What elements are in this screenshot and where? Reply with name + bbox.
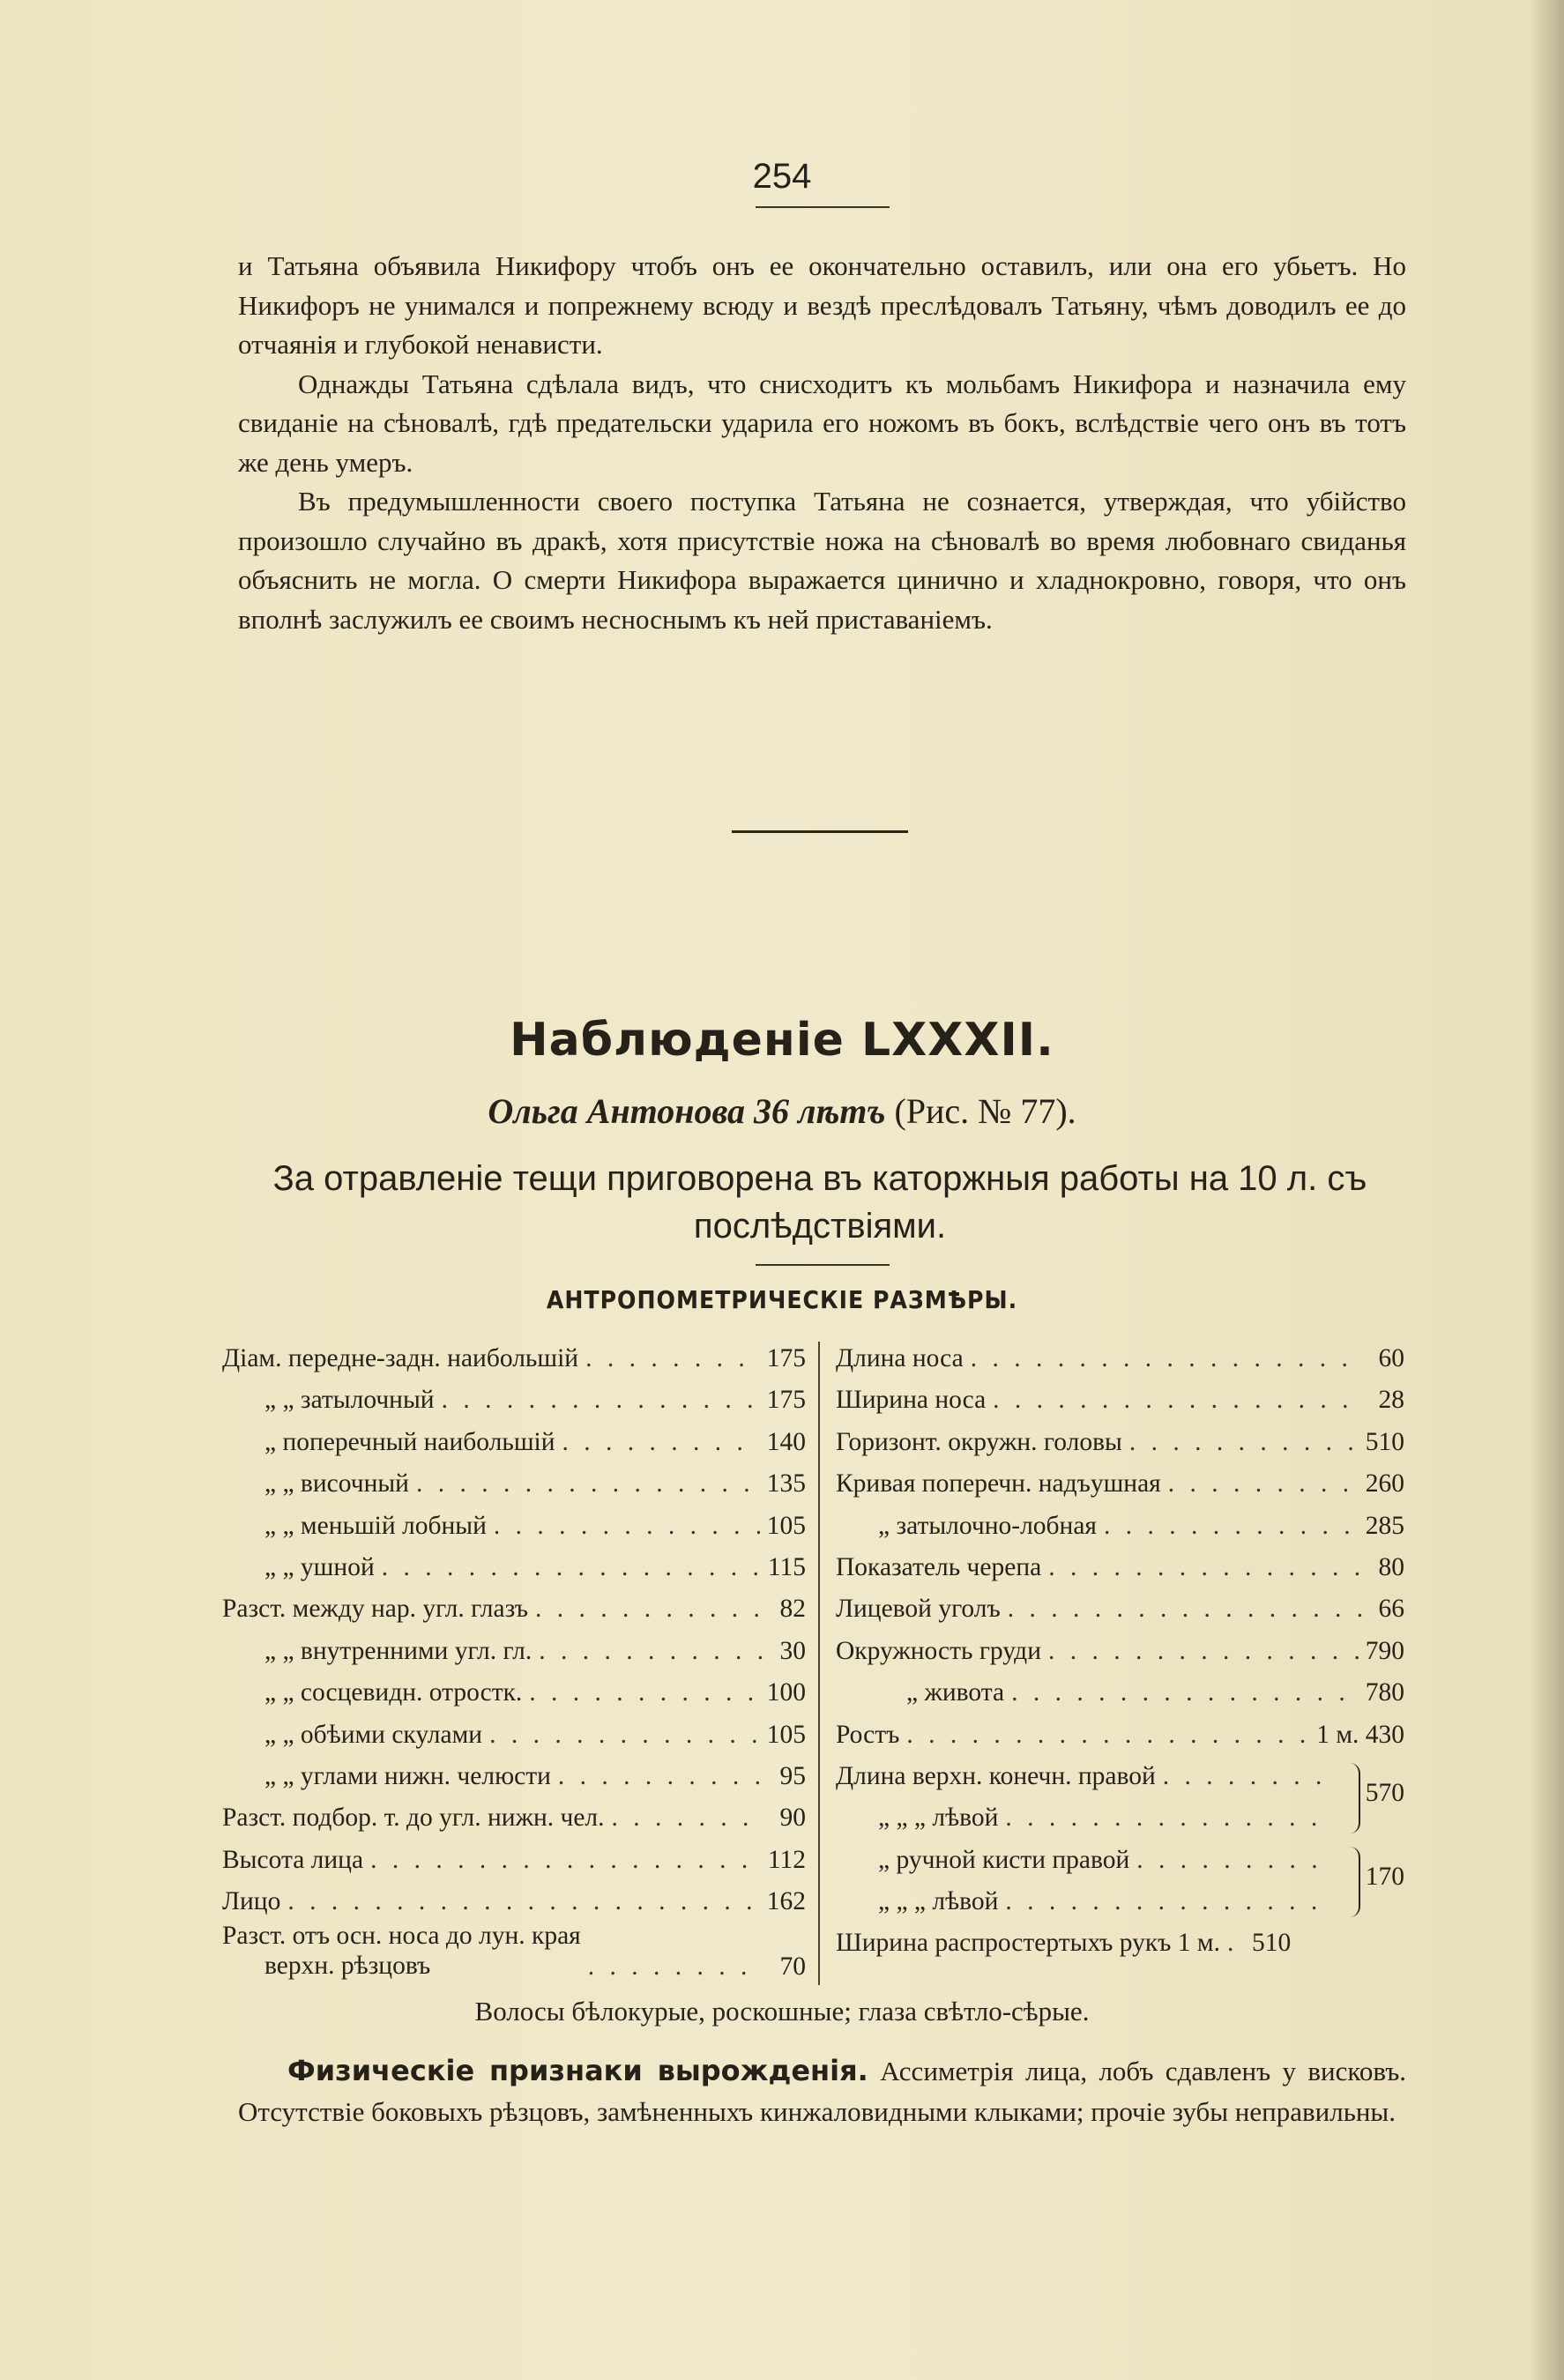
measurement-row bbox=[836, 1923, 1404, 1964]
measurements-right-column bbox=[836, 1338, 1404, 1965]
measurement-value: 95 bbox=[779, 1761, 806, 1790]
leader-dots bbox=[442, 1380, 760, 1421]
measurement-label: Горизонт. окружн. головы bbox=[836, 1427, 1122, 1456]
measurement-label: „ „ меньшій лобный bbox=[264, 1511, 487, 1540]
measurement-row bbox=[222, 1714, 806, 1756]
sentence-description: За отравленіе тещи приговорена въ каторжныя работы на 10 л. съ послѣдствіями. bbox=[272, 1159, 1367, 1246]
physical-signs-heading: Физическіе признаки вырожденія. bbox=[287, 2054, 868, 2087]
leader-dots bbox=[1168, 1463, 1359, 1505]
measurement-label: Окружность груди bbox=[836, 1636, 1041, 1665]
physical-signs-text: Ассиметрія лица, лобъ сдавленъ у висковъ. Отсутствіе боковыхъ рѣзцовъ, замѣненныхъ кинжаловидными клыками; прочіе зубы неправильны. bbox=[238, 2056, 1407, 2127]
measurement-label: Разст. между нар. угл. глазъ bbox=[222, 1595, 528, 1624]
heading-rule bbox=[756, 1264, 890, 1266]
measurement-row bbox=[836, 1631, 1404, 1672]
right-brace-icon bbox=[1343, 1847, 1360, 1917]
leader-dots bbox=[558, 1756, 763, 1797]
leader-dots bbox=[588, 1952, 763, 1981]
measurement-row bbox=[222, 1380, 806, 1421]
measurement-value: 162 bbox=[766, 1887, 806, 1916]
measurement-label: Діам. передне-задн. наибольшій bbox=[222, 1344, 579, 1372]
measurement-row bbox=[222, 1923, 806, 1981]
measurement-row bbox=[222, 1506, 806, 1547]
measurement-row bbox=[222, 1881, 806, 1923]
measurement-value: 1 м. 430 bbox=[1316, 1720, 1404, 1749]
leader-dots bbox=[287, 1881, 759, 1923]
measurement-label: Кривая поперечн. надъушная bbox=[836, 1469, 1161, 1499]
page-number: 254 bbox=[752, 157, 812, 196]
measurement-label: Высота лица bbox=[222, 1845, 364, 1874]
paragraph-1: и Татьяна объявила Никифору чтобъ онъ ее окончательно оставилъ, или она его убьетъ. Но Никифоръ не унимался и попрежнему всюду и вездѣ преслѣдовалъ Татьяну, чѣмъ доводилъ ее до отчаянія и глубокой ненависти. bbox=[238, 250, 1406, 360]
leader-dots bbox=[382, 1547, 761, 1588]
measurement-value: 105 bbox=[766, 1720, 806, 1749]
measurement-row bbox=[222, 1463, 806, 1505]
measurements-heading: АНТРОПОМЕТРИЧЕСКІЕ РАЗМѢРЫ. bbox=[546, 1285, 1018, 1314]
measurement-row bbox=[836, 1797, 1404, 1839]
measurement-value: 70 bbox=[779, 1952, 806, 1982]
measurement-label: „ „ ушной bbox=[264, 1552, 375, 1581]
leader-dots bbox=[585, 1338, 760, 1380]
hair-eyes-description: Волосы бѣлокурые, роскошные; глаза свѣтло-сѣрые. bbox=[474, 1996, 1090, 2027]
measurement-label: Длина носа bbox=[836, 1344, 964, 1372]
measurement-row bbox=[222, 1756, 806, 1797]
measurement-value: 80 bbox=[1378, 1552, 1404, 1581]
measurement-row bbox=[222, 1338, 806, 1380]
figure-reference: (Рис. № 77). bbox=[894, 1091, 1076, 1131]
measurement-value: 100 bbox=[766, 1678, 806, 1707]
measurement-value: 112 bbox=[767, 1845, 806, 1874]
measurement-label: „ „ „ лѣвой bbox=[878, 1804, 999, 1833]
measurement-value: 30 bbox=[779, 1636, 806, 1665]
leader-dots bbox=[612, 1797, 763, 1839]
measurement-value: 105 bbox=[766, 1511, 806, 1540]
measurement-row bbox=[222, 1631, 806, 1672]
leader-dots bbox=[539, 1631, 763, 1672]
measurement-label: Длина верхн. конечн. правой bbox=[836, 1761, 1156, 1790]
leader-dots bbox=[489, 1714, 760, 1756]
leader-dots bbox=[416, 1463, 760, 1505]
measurement-row bbox=[222, 1672, 806, 1714]
measurement-value: 170 bbox=[1365, 1862, 1404, 1891]
measurement-value: 28 bbox=[1378, 1386, 1404, 1415]
right-brace-icon bbox=[1343, 1763, 1360, 1833]
leader-dots bbox=[906, 1714, 1309, 1756]
measurement-value: 60 bbox=[1378, 1344, 1404, 1372]
physical-signs-paragraph bbox=[238, 2050, 1406, 2132]
leader-dots bbox=[529, 1672, 759, 1714]
measurement-row bbox=[222, 1588, 806, 1630]
section-divider bbox=[732, 830, 908, 833]
leader-dots bbox=[1011, 1672, 1359, 1714]
leader-dots bbox=[1005, 1881, 1327, 1923]
measurement-value: 115 bbox=[767, 1552, 806, 1581]
measurement-label: „ затылочно-лобная bbox=[878, 1511, 1097, 1540]
leader-dots bbox=[494, 1506, 760, 1547]
leader-dots bbox=[1163, 1756, 1327, 1797]
leader-dots bbox=[562, 1422, 760, 1463]
measurement-label-line1: Разст. отъ осн. носа до лун. края bbox=[222, 1922, 581, 1951]
leader-dots bbox=[535, 1588, 763, 1630]
measurement-row bbox=[836, 1672, 1404, 1714]
page-number-rule bbox=[756, 206, 890, 208]
measurement-value: 260 bbox=[1365, 1469, 1404, 1499]
measurement-row bbox=[836, 1338, 1404, 1380]
measurement-row bbox=[836, 1422, 1404, 1463]
measurement-value: 510 bbox=[1251, 1929, 1292, 1958]
measurement-value: 66 bbox=[1378, 1595, 1404, 1624]
measurement-value: 135 bbox=[766, 1469, 806, 1499]
observation-title: Наблюденіе LXXXII. bbox=[510, 1014, 1054, 1067]
measurement-value: 285 bbox=[1365, 1511, 1404, 1540]
measurement-label: „ живота bbox=[906, 1678, 1005, 1707]
measurement-row bbox=[836, 1506, 1404, 1547]
leader-dots bbox=[993, 1380, 1362, 1421]
leader-dots bbox=[1008, 1588, 1362, 1630]
measurement-row bbox=[222, 1422, 806, 1463]
measurement-value: 82 bbox=[779, 1595, 806, 1624]
leader-dots bbox=[1048, 1547, 1362, 1588]
leader-dots bbox=[1005, 1797, 1327, 1839]
measurement-label: „ „ затылочный bbox=[264, 1386, 435, 1415]
measurement-value: 790 bbox=[1365, 1636, 1404, 1665]
measurement-row bbox=[836, 1380, 1404, 1421]
limb-length-group bbox=[836, 1756, 1404, 1840]
measurement-label: Лицо bbox=[222, 1887, 281, 1916]
leader-dots bbox=[370, 1840, 761, 1881]
measurement-row bbox=[836, 1588, 1404, 1630]
leader-dots bbox=[971, 1338, 1362, 1380]
measurement-row bbox=[222, 1840, 806, 1881]
measurement-row bbox=[836, 1840, 1404, 1881]
measurement-label: „ „ внутренними угл. гл. bbox=[264, 1636, 533, 1665]
measurement-row bbox=[222, 1797, 806, 1839]
column-divider bbox=[818, 1342, 820, 1985]
case-narrative bbox=[238, 247, 1406, 639]
hand-length-group bbox=[836, 1840, 1404, 1923]
measurement-value: 90 bbox=[779, 1804, 806, 1833]
leader-dots bbox=[1048, 1631, 1359, 1672]
measurements-left-column bbox=[222, 1338, 806, 1981]
measurement-value: 570 bbox=[1365, 1778, 1404, 1807]
paragraph-3: Въ предумышленности своего поступка Татьяна не сознается, утверждая, что убійство произошло случайно въ дракѣ, хотя присутствіе ножа на сѣновалѣ во время любовнаго свиданья объяснить не могла. О смерти Никифора выражается цинично и хладнокровно, говоря, что онъ вполнѣ заслужилъ ее своимъ несноснымъ къ ней приставаніемъ. bbox=[238, 486, 1406, 635]
leader-dots bbox=[1104, 1506, 1359, 1547]
subject-name: Ольга Антонова 36 лѣтъ bbox=[488, 1091, 886, 1131]
measurement-label: „ „ обѣими скулами bbox=[264, 1720, 483, 1749]
measurement-value: 175 bbox=[766, 1386, 806, 1415]
measurement-label: Показатель черепа bbox=[836, 1552, 1042, 1581]
measurement-value: 510 bbox=[1365, 1427, 1404, 1456]
measurement-label: Лицевой уголъ bbox=[836, 1595, 1001, 1624]
measurement-row bbox=[836, 1881, 1404, 1923]
measurement-value: 780 bbox=[1365, 1678, 1404, 1707]
measurement-label: Разст. подбор. т. до угл. нижн. чел. bbox=[222, 1804, 605, 1833]
measurement-label: „ „ височный bbox=[264, 1469, 409, 1499]
measurement-value: 140 bbox=[766, 1427, 806, 1456]
measurement-row bbox=[836, 1714, 1404, 1756]
measurement-label: „ „ „ лѣвой bbox=[878, 1887, 999, 1916]
leader-dots bbox=[1129, 1422, 1359, 1463]
measurement-label-line2: верхн. рѣзцовъ bbox=[264, 1952, 431, 1981]
paragraph-2: Однажды Татьяна сдѣлала видъ, что снисходитъ къ мольбамъ Никифора и назначила ему свиданіе на сѣновалѣ, гдѣ предательски ударила его ножомъ въ бокъ, вслѣдствіе чего онъ въ тотъ же день умеръ. bbox=[238, 368, 1406, 478]
leader-dots bbox=[1136, 1840, 1327, 1881]
measurement-label: „ ручной кисти правой bbox=[878, 1845, 1130, 1874]
measurement-row bbox=[222, 1547, 806, 1588]
leader-dots bbox=[1227, 1923, 1245, 1964]
measurement-label: Ширина носа bbox=[836, 1386, 987, 1415]
measurement-value: 175 bbox=[766, 1344, 806, 1372]
measurement-label: Ширина распростертыхъ рукъ 1 м. bbox=[836, 1929, 1220, 1958]
measurement-row bbox=[836, 1547, 1404, 1588]
measurement-label: Ростъ bbox=[836, 1720, 900, 1749]
measurement-label: „ „ сосцевидн. отростк. bbox=[264, 1678, 523, 1707]
measurement-label bbox=[222, 1921, 581, 1981]
measurement-row bbox=[836, 1463, 1404, 1505]
measurement-label: „ „ углами нижн. челюсти bbox=[264, 1761, 551, 1790]
measurement-label: „ поперечный наибольшій bbox=[264, 1427, 555, 1456]
measurement-row bbox=[836, 1756, 1404, 1797]
subject-line bbox=[0, 1090, 1564, 1132]
